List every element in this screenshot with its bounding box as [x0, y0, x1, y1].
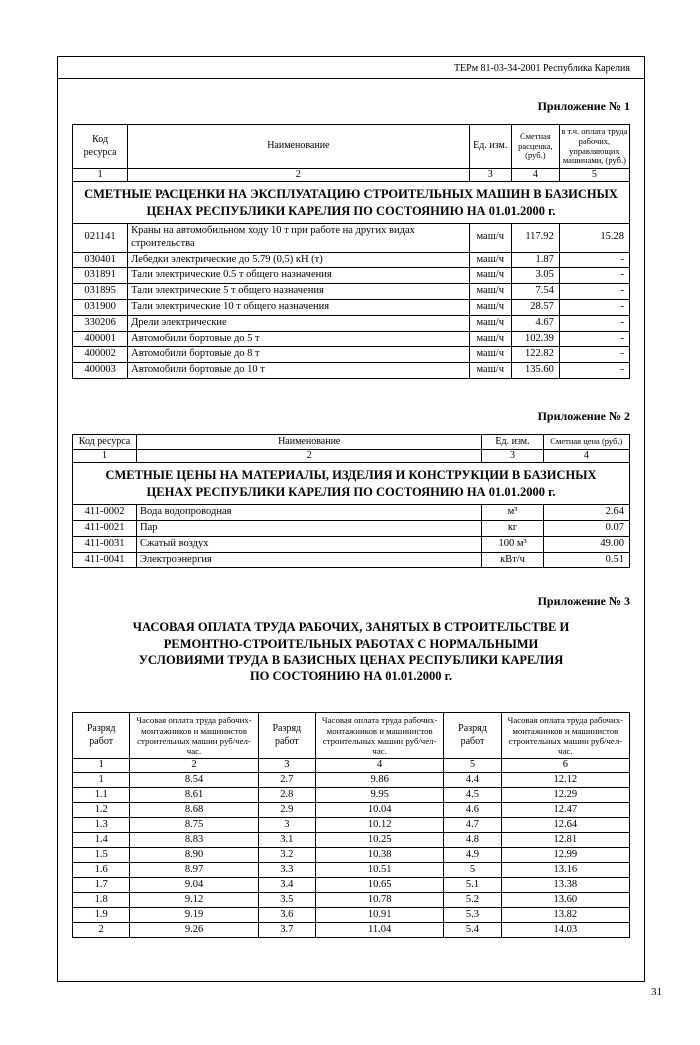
cell-unit: маш/ч: [469, 315, 511, 331]
table-row: [73, 552, 630, 568]
cell-hourly-rate: 9.12: [130, 892, 258, 907]
table-row: [73, 922, 630, 937]
appendix2-section-title: СМЕТНЫЕ ЦЕНЫ НА МАТЕРИАЛЫ, ИЗДЕЛИЯ И КОНСТРУКЦИИ В БАЗИСНЫХ ЦЕНАХ РЕСПУБЛИКИ КАРЕЛИЯ ПО СОСТОЯНИЮ НА 01.01.2000 г.: [73, 463, 630, 505]
appendix1-section-title: СМЕТНЫЕ РАСЦЕНКИ НА ЭКСПЛУАТАЦИЮ СТРОИТЕЛЬНЫХ МАШИН В БАЗИСНЫХ ЦЕНАХ РЕСПУБЛИКИ КАРЕЛИЯ ПО СОСТОЯНИЮ НА 01.01.2000 г.: [73, 182, 630, 224]
section-title-row: [73, 182, 630, 224]
column-number: 2: [137, 450, 482, 463]
cell-hourly-rate: 13.60: [501, 892, 629, 907]
appendix1-table-body: [73, 224, 630, 379]
cell-resource-code: 411-0021: [73, 521, 137, 537]
cell-hourly-rate: 9.04: [130, 877, 258, 892]
document-header: ТЕРм 81-03-34-2001 Республика Карелия: [58, 63, 644, 79]
cell-hourly-rate: 8.90: [130, 847, 258, 862]
col-header-unit: Ед. изм.: [469, 125, 511, 169]
cell-hourly-rate: 13.38: [501, 877, 629, 892]
cell-unit: маш/ч: [469, 347, 511, 363]
page-content: [58, 99, 644, 938]
cell-resource-name: Краны на автомобильном ходу 10 т при работе на других видах строительства: [128, 224, 469, 253]
cell-resource-name: Автомобили бортовые до 8 т: [128, 347, 469, 363]
table-row: [73, 787, 630, 802]
page-number: 31: [651, 986, 662, 998]
cell-price: 3.05: [511, 268, 559, 284]
cell-hourly-rate: 10.78: [316, 892, 444, 907]
cell-grade: 1.5: [73, 847, 130, 862]
cell-grade: 2.8: [258, 787, 315, 802]
column-number: 4: [543, 450, 629, 463]
cell-hourly-rate: 8.68: [130, 802, 258, 817]
column-number-row: [73, 169, 630, 182]
page-frame: [57, 56, 645, 982]
column-number: 5: [559, 169, 629, 182]
cell-unit: кВт/ч: [482, 552, 543, 568]
header-row: [73, 435, 630, 450]
table-row: [73, 505, 630, 521]
cell-grade: 2: [73, 922, 130, 937]
cell-resource-code: 031891: [73, 268, 128, 284]
table-row: [73, 347, 630, 363]
cell-resource-code: 031895: [73, 284, 128, 300]
table-row: [73, 252, 630, 268]
cell-material-name: Сжатый воздух: [137, 536, 482, 552]
col-header-grade: Разряд работ: [444, 713, 501, 758]
cell-price: 2.64: [543, 505, 629, 521]
cell-unit: маш/ч: [469, 300, 511, 316]
cell-material-name: Электроэнергия: [137, 552, 482, 568]
cell-grade: 3.1: [258, 832, 315, 847]
cell-labor-pay: -: [559, 268, 629, 284]
appendix2-table: [72, 434, 630, 568]
appendix2-table-body: [73, 505, 630, 568]
cell-grade: 1.3: [73, 817, 130, 832]
cell-grade: 3.5: [258, 892, 315, 907]
cell-unit: маш/ч: [469, 363, 511, 379]
cell-grade: 1.2: [73, 802, 130, 817]
cell-hourly-rate: 12.81: [501, 832, 629, 847]
cell-price: 135.60: [511, 363, 559, 379]
column-number: 1: [73, 450, 137, 463]
cell-hourly-rate: 10.12: [316, 817, 444, 832]
cell-resource-code: 031900: [73, 300, 128, 316]
cell-resource-name: Лебедки электрические до 5.79 (0,5) кН (т): [128, 252, 469, 268]
cell-resource-code: 411-0031: [73, 536, 137, 552]
col-header-price: Сметная цена (руб.): [543, 435, 629, 450]
cell-labor-pay: -: [559, 363, 629, 379]
column-number: 2: [128, 169, 469, 182]
appendix3-label: Приложение № 3: [537, 594, 630, 609]
column-number-row: [73, 758, 630, 772]
cell-resource-code: 400001: [73, 331, 128, 347]
column-number: 5: [444, 758, 501, 772]
appendix1-table: [72, 124, 630, 379]
appendix3-table-body: [73, 772, 630, 937]
cell-grade: 5: [444, 862, 501, 877]
cell-hourly-rate: 12.29: [501, 787, 629, 802]
column-number: 2: [130, 758, 258, 772]
cell-hourly-rate: 8.61: [130, 787, 258, 802]
cell-unit: маш/ч: [469, 252, 511, 268]
cell-resource-name: Тали электрические 10 т общего назначения: [128, 300, 469, 316]
col-header-name: Наименование: [137, 435, 482, 450]
table-row: [73, 224, 630, 253]
appendix3-title: ЧАСОВАЯ ОПЛАТА ТРУДА РАБОЧИХ, ЗАНЯТЫХ В СТРОИТЕЛЬСТВЕ И РЕМОНТНО-СТРОИТЕЛЬНЫХ РАБОТАХ С НОРМАЛЬНЫМИ УСЛОВИЯМИ ТРУДА В БАЗИСНЫХ ЦЕНАХ РЕСПУБЛИКИ КАРЕЛИЯ ПО СОСТОЯНИЮ НА 01.01.2000 г.: [132, 620, 570, 684]
cell-resource-code: 400002: [73, 347, 128, 363]
cell-hourly-rate: 10.91: [316, 907, 444, 922]
cell-hourly-rate: 12.47: [501, 802, 629, 817]
cell-resource-name: Автомобили бортовые до 10 т: [128, 363, 469, 379]
header-row: [73, 125, 630, 169]
cell-price: 102.39: [511, 331, 559, 347]
column-number: 4: [511, 169, 559, 182]
table-row: [73, 772, 630, 787]
table-row: [73, 832, 630, 847]
column-number: 1: [73, 758, 130, 772]
cell-labor-pay: 15.28: [559, 224, 629, 253]
table-row: [73, 536, 630, 552]
cell-price: 1.87: [511, 252, 559, 268]
cell-resource-name: Тали электрические 0.5 т общего назначения: [128, 268, 469, 284]
table-row: [73, 817, 630, 832]
column-number: 1: [73, 169, 128, 182]
cell-unit: маш/ч: [469, 331, 511, 347]
column-number: 6: [501, 758, 629, 772]
cell-labor-pay: -: [559, 300, 629, 316]
cell-price: 4.67: [511, 315, 559, 331]
cell-labor-pay: -: [559, 331, 629, 347]
table-row: [73, 284, 630, 300]
cell-price: 122.82: [511, 347, 559, 363]
col-header-labor: в т.ч. оплата труда рабочих, управляющих машинами, (руб.): [559, 125, 629, 169]
cell-unit: маш/ч: [469, 284, 511, 300]
table-row: [73, 877, 630, 892]
appendix2-label: Приложение № 2: [537, 409, 630, 424]
cell-labor-pay: -: [559, 252, 629, 268]
cell-grade: 3: [258, 817, 315, 832]
table-row: [73, 363, 630, 379]
cell-resource-code: 411-0002: [73, 505, 137, 521]
table-row: [73, 315, 630, 331]
cell-labor-pay: -: [559, 284, 629, 300]
cell-resource-name: Дрели электрические: [128, 315, 469, 331]
cell-hourly-rate: 11.04: [316, 922, 444, 937]
col-header-unit: Ед. изм.: [482, 435, 543, 450]
table-row: [73, 300, 630, 316]
appendix1-label: Приложение № 1: [537, 99, 630, 113]
cell-hourly-rate: 9.26: [130, 922, 258, 937]
cell-hourly-rate: 8.75: [130, 817, 258, 832]
cell-grade: 3.6: [258, 907, 315, 922]
cell-hourly-rate: 9.19: [130, 907, 258, 922]
table-row: [73, 331, 630, 347]
cell-hourly-rate: 13.82: [501, 907, 629, 922]
cell-grade: 4.6: [444, 802, 501, 817]
cell-grade: 3.3: [258, 862, 315, 877]
cell-hourly-rate: 10.65: [316, 877, 444, 892]
table-row: [73, 521, 630, 537]
cell-price: 28.57: [511, 300, 559, 316]
col-header-name: Наименование: [128, 125, 469, 169]
cell-resource-code: 030401: [73, 252, 128, 268]
cell-grade: 1.9: [73, 907, 130, 922]
cell-unit: м³: [482, 505, 543, 521]
cell-hourly-rate: 8.54: [130, 772, 258, 787]
header-row: [73, 713, 630, 758]
cell-resource-code: 330206: [73, 315, 128, 331]
column-number: 3: [469, 169, 511, 182]
cell-hourly-rate: 9.86: [316, 772, 444, 787]
cell-hourly-rate: 8.97: [130, 862, 258, 877]
cell-material-name: Вода водопроводная: [137, 505, 482, 521]
table-row: [73, 892, 630, 907]
cell-material-name: Пар: [137, 521, 482, 537]
column-number-row: [73, 450, 630, 463]
cell-hourly-rate: 8.83: [130, 832, 258, 847]
cell-grade: 5.4: [444, 922, 501, 937]
table-row: [73, 907, 630, 922]
cell-price: 7.54: [511, 284, 559, 300]
cell-grade: 2.7: [258, 772, 315, 787]
cell-grade: 1: [73, 772, 130, 787]
cell-resource-code: 021141: [73, 224, 128, 253]
cell-resource-code: 411-0041: [73, 552, 137, 568]
cell-grade: 4.7: [444, 817, 501, 832]
cell-hourly-rate: 12.99: [501, 847, 629, 862]
col-header-price: Сметная расценка, (руб.): [511, 125, 559, 169]
cell-grade: 4.4: [444, 772, 501, 787]
cell-grade: 3.4: [258, 877, 315, 892]
col-header-code: Код ресурса: [73, 125, 128, 169]
col-header-grade: Разряд работ: [73, 713, 130, 758]
cell-grade: 1.4: [73, 832, 130, 847]
cell-hourly-rate: 12.12: [501, 772, 629, 787]
cell-grade: 5.1: [444, 877, 501, 892]
cell-labor-pay: -: [559, 347, 629, 363]
col-header-rate: Часовая оплата труда рабочих-монтажников и машинистов строительных машин руб/чел-час.: [316, 713, 444, 758]
cell-price: 0.07: [543, 521, 629, 537]
table-row: [73, 862, 630, 877]
appendix3-table: [72, 712, 630, 937]
cell-unit: 100 м³: [482, 536, 543, 552]
cell-hourly-rate: 10.04: [316, 802, 444, 817]
cell-hourly-rate: 13.16: [501, 862, 629, 877]
cell-grade: 1.1: [73, 787, 130, 802]
cell-hourly-rate: 10.38: [316, 847, 444, 862]
col-header-rate: Часовая оплата труда рабочих-монтажников и машинистов строительных машин руб/чел-час.: [501, 713, 629, 758]
column-number: 4: [316, 758, 444, 772]
cell-grade: 5.3: [444, 907, 501, 922]
cell-hourly-rate: 10.25: [316, 832, 444, 847]
cell-resource-name: Тали электрические 5 т общего назначения: [128, 284, 469, 300]
cell-hourly-rate: 14.03: [501, 922, 629, 937]
cell-price: 0.51: [543, 552, 629, 568]
cell-grade: 3.7: [258, 922, 315, 937]
cell-grade: 1.7: [73, 877, 130, 892]
cell-grade: 4.9: [444, 847, 501, 862]
cell-grade: 4.5: [444, 787, 501, 802]
cell-grade: 2.9: [258, 802, 315, 817]
cell-grade: 1.8: [73, 892, 130, 907]
section-title-row: [73, 463, 630, 505]
column-number: 3: [258, 758, 315, 772]
cell-grade: 1.6: [73, 862, 130, 877]
table-row: [73, 847, 630, 862]
cell-unit: кг: [482, 521, 543, 537]
cell-price: 49.00: [543, 536, 629, 552]
cell-price: 117.92: [511, 224, 559, 253]
cell-resource-code: 400003: [73, 363, 128, 379]
cell-unit: маш/ч: [469, 224, 511, 253]
table-row: [73, 268, 630, 284]
column-number: 3: [482, 450, 543, 463]
cell-hourly-rate: 12.64: [501, 817, 629, 832]
cell-grade: 4.8: [444, 832, 501, 847]
cell-unit: маш/ч: [469, 268, 511, 284]
col-header-code: Код ресурса: [73, 435, 137, 450]
cell-labor-pay: -: [559, 315, 629, 331]
cell-hourly-rate: 10.51: [316, 862, 444, 877]
col-header-rate: Часовая оплата труда рабочих-монтажников и машинистов строительных машин руб/чел-час.: [130, 713, 258, 758]
cell-grade: 5.2: [444, 892, 501, 907]
cell-resource-name: Автомобили бортовые до 5 т: [128, 331, 469, 347]
col-header-grade: Разряд работ: [258, 713, 315, 758]
table-row: [73, 802, 630, 817]
cell-grade: 3.2: [258, 847, 315, 862]
cell-hourly-rate: 9.95: [316, 787, 444, 802]
